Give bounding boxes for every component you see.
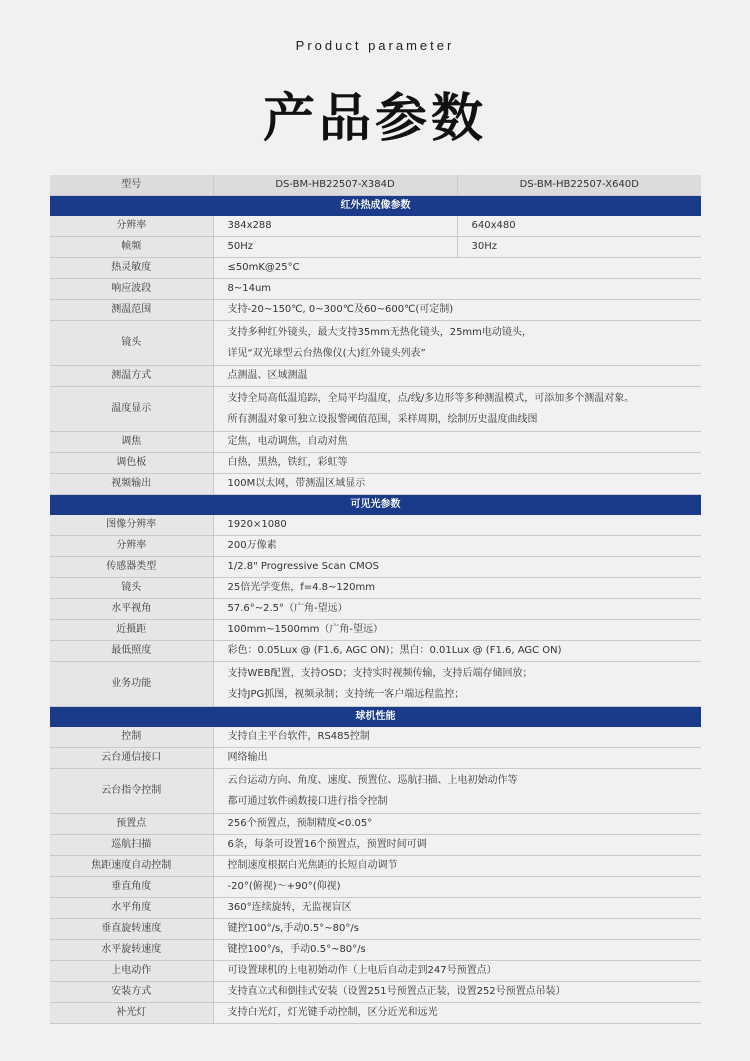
table-row bbox=[50, 641, 701, 662]
row-label: 分辨率 bbox=[50, 536, 213, 557]
row-label: 焦距速度自动控制 bbox=[50, 856, 213, 877]
table-row bbox=[50, 814, 701, 835]
table-row bbox=[50, 432, 701, 453]
row-value: 384x288 bbox=[213, 216, 457, 237]
row-label: 响应波段 bbox=[50, 279, 213, 300]
row-value: 200万像素 bbox=[213, 536, 701, 557]
row-value bbox=[213, 387, 701, 432]
table-row bbox=[50, 982, 701, 1003]
section-title-visible: 可见光参数 bbox=[50, 495, 701, 515]
section-header-visible bbox=[50, 495, 701, 515]
row-label: 近摄距 bbox=[50, 620, 213, 641]
row-value: 支持-20~150℃, 0~300℃及60~600℃(可定制) bbox=[213, 300, 701, 321]
table-row bbox=[50, 366, 701, 387]
table-row bbox=[50, 474, 701, 495]
table-row bbox=[50, 578, 701, 599]
row-value: 定焦，电动调焦，自动对焦 bbox=[213, 432, 701, 453]
row-value: 控制速度根据白光焦距的长短自动调节 bbox=[213, 856, 701, 877]
row-label: 业务功能 bbox=[50, 662, 213, 707]
row-label: 调焦 bbox=[50, 432, 213, 453]
table-row bbox=[50, 898, 701, 919]
table-row bbox=[50, 515, 701, 536]
table-row bbox=[50, 919, 701, 940]
table-row bbox=[50, 856, 701, 877]
row-value: 白热，黑热，铁红，彩虹等 bbox=[213, 453, 701, 474]
row-value: 30Hz bbox=[457, 237, 701, 258]
section-header-thermal bbox=[50, 196, 701, 216]
row-value-line: 支持多种红外镜头，最大支持35mm无热化镜头，25mm电动镜头， bbox=[227, 327, 532, 338]
section-title-ball: 球机性能 bbox=[50, 707, 701, 727]
row-value: 支持白光灯，灯光键手动控制，区分近光和远光 bbox=[213, 1003, 701, 1024]
table-row bbox=[50, 620, 701, 641]
table-row bbox=[50, 940, 701, 961]
row-value: 彩色：0.05Lux @ (F1.6, AGC ON)；黑白：0.01Lux @ (F1.6, AGC ON) bbox=[213, 641, 701, 662]
row-label: 分辨率 bbox=[50, 216, 213, 237]
row-value: 100M以太网，带测温区域显示 bbox=[213, 474, 701, 495]
table-row bbox=[50, 557, 701, 578]
row-label: 安装方式 bbox=[50, 982, 213, 1003]
row-label: 垂直旋转速度 bbox=[50, 919, 213, 940]
row-value bbox=[213, 321, 701, 366]
row-label: 云台通信接口 bbox=[50, 748, 213, 769]
row-label: 帧频 bbox=[50, 237, 213, 258]
row-value: 1920×1080 bbox=[213, 515, 701, 536]
row-value-line: 云台运动方向、角度、速度、预置位、巡航扫描、上电初始动作等 bbox=[227, 775, 518, 786]
row-label: 视频输出 bbox=[50, 474, 213, 495]
table-row bbox=[50, 748, 701, 769]
row-label: 控制 bbox=[50, 727, 213, 748]
row-label: 图像分辨率 bbox=[50, 515, 213, 536]
row-value bbox=[213, 769, 701, 814]
row-value: 640x480 bbox=[457, 216, 701, 237]
row-value: 25倍光学变焦，f=4.8~120mm bbox=[213, 578, 701, 599]
table-row bbox=[50, 727, 701, 748]
row-value: 网络输出 bbox=[213, 748, 701, 769]
page-subtitle: Product parameter bbox=[295, 38, 455, 53]
row-value: -20°(俯视)～+90°(仰视) bbox=[213, 877, 701, 898]
row-value: 360°连续旋转，无监视盲区 bbox=[213, 898, 701, 919]
row-label: 镜头 bbox=[50, 578, 213, 599]
row-value: 可设置球机的上电初始动作（上电后自动走到247号预置点） bbox=[213, 961, 701, 982]
table-row bbox=[50, 453, 701, 474]
table-row bbox=[50, 279, 701, 300]
row-value: 键控100°/s，手动0.5°~80°/s bbox=[213, 940, 701, 961]
row-label: 水平角度 bbox=[50, 898, 213, 919]
row-label: 测温方式 bbox=[50, 366, 213, 387]
row-label: 上电动作 bbox=[50, 961, 213, 982]
row-value: 支持直立式和倒挂式安装（设置251号预置点正装，设置252号预置点吊装） bbox=[213, 982, 701, 1003]
table-row bbox=[50, 877, 701, 898]
row-value-line: 详见“双光球型云台热像仪(大)红外镜头列表” bbox=[227, 348, 426, 359]
row-label: 热灵敏度 bbox=[50, 258, 213, 279]
row-label: 云台指令控制 bbox=[50, 769, 213, 814]
table-row bbox=[50, 387, 701, 432]
table-row bbox=[50, 258, 701, 279]
row-value: 8~14um bbox=[213, 279, 701, 300]
row-label: 调色板 bbox=[50, 453, 213, 474]
row-value bbox=[213, 662, 701, 707]
table-row bbox=[50, 835, 701, 856]
model-1: DS-BM-HB22507-X384D bbox=[213, 175, 457, 196]
table-row bbox=[50, 769, 701, 814]
row-value: 256个预置点，预制精度<0.05° bbox=[213, 814, 701, 835]
row-value-line: 支持JPG抓图，视频录制；支持统一客户端远程监控； bbox=[227, 689, 465, 700]
table-row bbox=[50, 1003, 701, 1024]
row-value: 支持自主平台软件，RS485控制 bbox=[213, 727, 701, 748]
row-value-line: 支持全局高低温追踪，全局平均温度，点/线/多边形等多种测温模式，可添加多个测温对象。 bbox=[227, 393, 635, 404]
table-row bbox=[50, 300, 701, 321]
table-row bbox=[50, 237, 701, 258]
row-label: 最低照度 bbox=[50, 641, 213, 662]
row-label: 镜头 bbox=[50, 321, 213, 366]
table-row bbox=[50, 216, 701, 237]
row-value: 键控100°/s,手动0.5°~80°/s bbox=[213, 919, 701, 940]
row-label: 传感器类型 bbox=[50, 557, 213, 578]
row-value-line: 都可通过软件函数接口进行指令控制 bbox=[227, 796, 388, 807]
row-label: 巡航扫描 bbox=[50, 835, 213, 856]
table-row bbox=[50, 662, 701, 707]
row-value-line: 支持WEB配置，支持OSD；支持实时视频传输，支持后端存储回放； bbox=[227, 668, 533, 679]
page-title: 产品参数 bbox=[262, 89, 487, 149]
section-title-thermal: 红外热成像参数 bbox=[50, 196, 701, 216]
row-value: 点测温、区域测温 bbox=[213, 366, 701, 387]
row-value-line: 所有测温对象可独立设报警阈值范围，采样周期，绘制历史温度曲线图 bbox=[227, 414, 538, 425]
row-value: 6条，每条可设置16个预置点，预置时间可调 bbox=[213, 835, 701, 856]
row-value: ≤50mK@25°C bbox=[213, 258, 701, 279]
model-header-row bbox=[50, 175, 701, 196]
row-value: 57.6°~2.5°（广角-望远） bbox=[213, 599, 701, 620]
row-label: 水平视角 bbox=[50, 599, 213, 620]
table-row bbox=[50, 321, 701, 366]
model-label: 型号 bbox=[50, 175, 213, 196]
parameter-table bbox=[50, 175, 701, 1024]
row-label: 水平旋转速度 bbox=[50, 940, 213, 961]
table-row bbox=[50, 961, 701, 982]
table-row bbox=[50, 536, 701, 557]
row-value: 100mm~1500mm（广角-望远） bbox=[213, 620, 701, 641]
section-header-ball bbox=[50, 707, 701, 727]
row-label: 补光灯 bbox=[50, 1003, 213, 1024]
row-value: 1/2.8" Progressive Scan CMOS bbox=[213, 557, 701, 578]
table-row bbox=[50, 599, 701, 620]
row-label: 预置点 bbox=[50, 814, 213, 835]
row-label: 垂直角度 bbox=[50, 877, 213, 898]
row-value: 50Hz bbox=[213, 237, 457, 258]
model-2: DS-BM-HB22507-X640D bbox=[457, 175, 701, 196]
row-label: 测温范围 bbox=[50, 300, 213, 321]
row-label: 温度显示 bbox=[50, 387, 213, 432]
